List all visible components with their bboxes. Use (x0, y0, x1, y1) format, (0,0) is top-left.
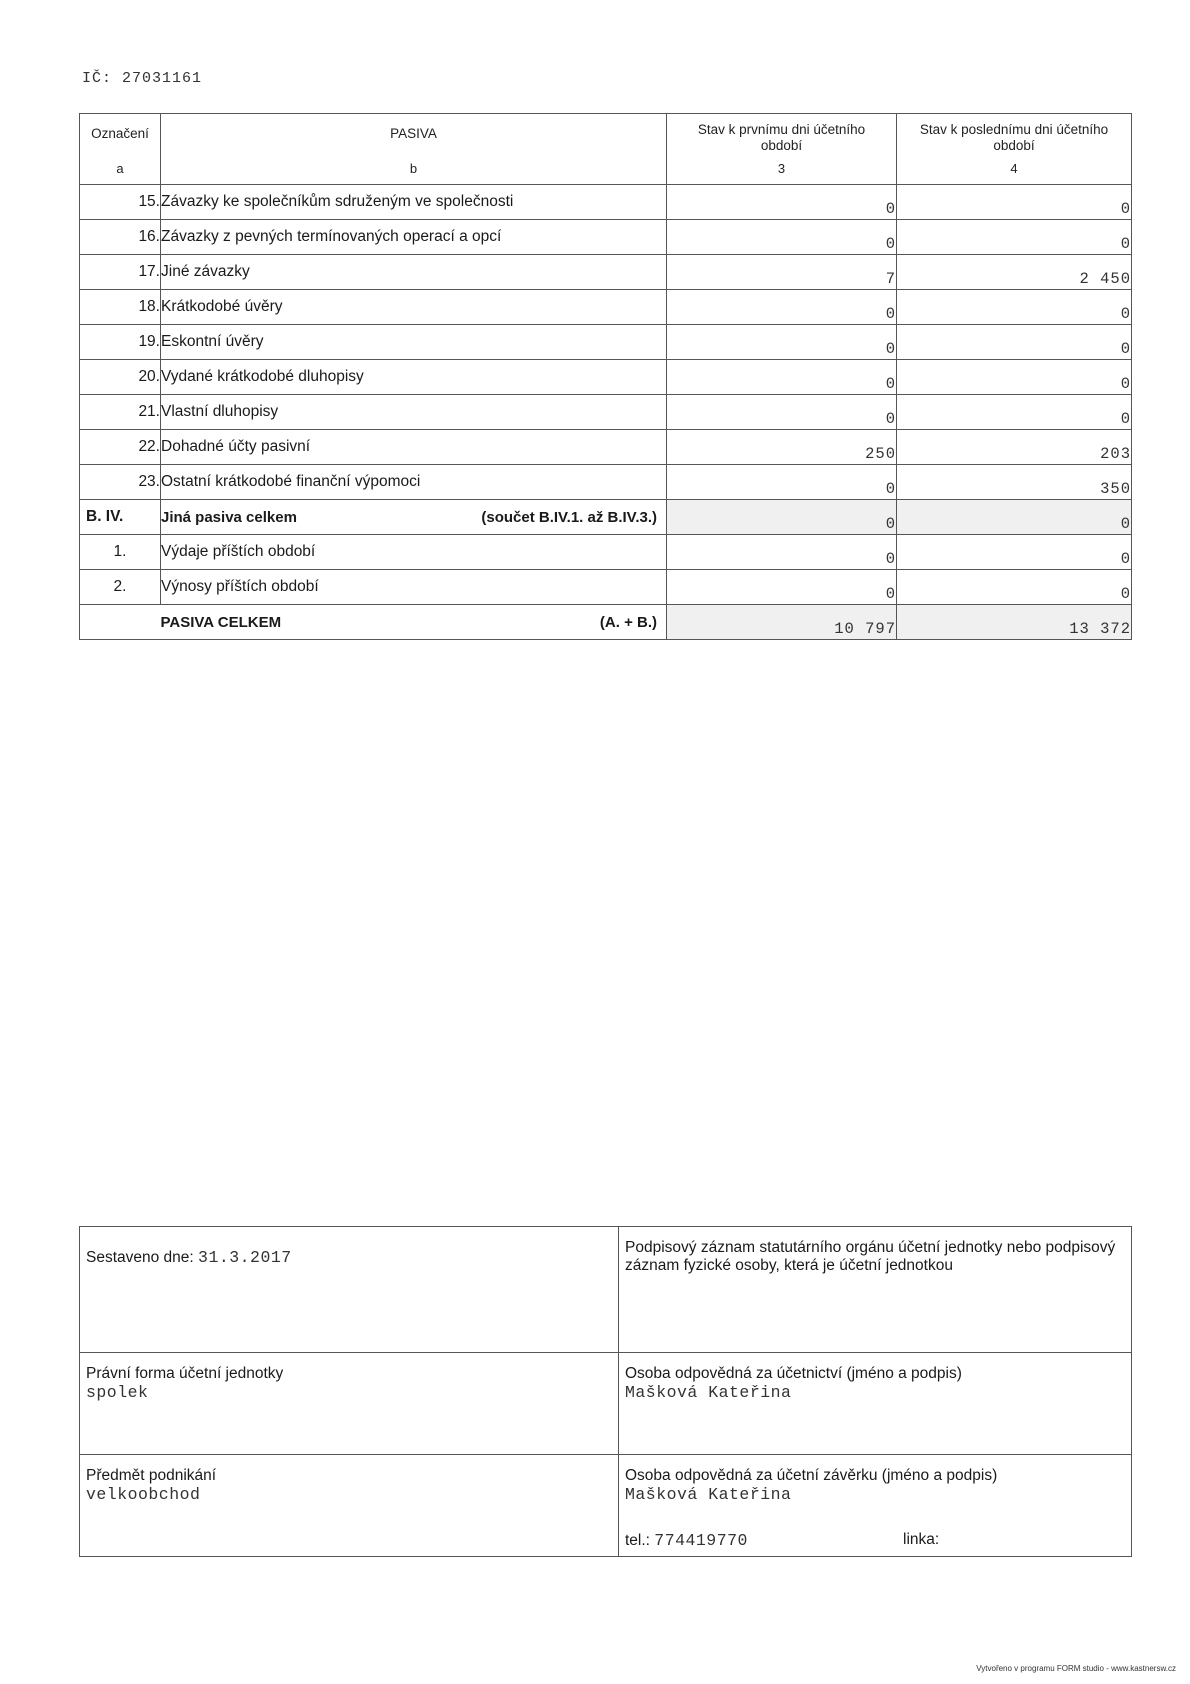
row-code: 16. (80, 220, 161, 255)
sestaveno-cell (80, 1227, 619, 1353)
row-label-text: PASIVA CELKEM (160, 613, 282, 631)
row-label-note: (součet B.IV.1. až B.IV.3.) (481, 508, 657, 526)
ic-value: 27031161 (122, 70, 203, 87)
table-row (80, 255, 1132, 290)
row-value-last: 350 (897, 465, 1132, 500)
table-row (80, 395, 1132, 430)
row-label: Vydané krátkodobé dluhopisy (161, 360, 667, 395)
zaverka-label: Osoba odpovědná za účetní závěrku (jméno a podpis) (625, 1467, 998, 1484)
pravni-forma-cell (80, 1353, 619, 1455)
row-label: Vlastní dluhopisy (161, 395, 667, 430)
row-label-note: (A. + B.) (599, 613, 657, 631)
row-code: 15. (80, 185, 161, 220)
pravni-forma-label: Právní forma účetní jednotky (86, 1365, 284, 1382)
ucetnictvi-value: Mašková Kateřina (625, 1383, 792, 1402)
ic-line (82, 70, 202, 87)
sestaveno-label: Sestaveno dne: (86, 1249, 194, 1266)
row-code: B. IV. (80, 500, 161, 535)
podpis-cell (619, 1227, 1132, 1353)
table-row (80, 570, 1132, 605)
row-value-last: 0 (897, 360, 1132, 395)
predmet-cell (80, 1455, 619, 1557)
table-row-subtotal (80, 500, 1132, 535)
row-value-first: 0 (667, 500, 897, 535)
row-code: 22. (80, 430, 161, 465)
row-value-last: 0 (897, 220, 1132, 255)
header-oznaceni: Označení a (80, 114, 161, 185)
zaverka-cell (619, 1455, 1132, 1557)
credit-text: Vytvořeno v programu FORM studio - www.kastnersw.cz (976, 1664, 1176, 1673)
row-label: Ostatní krátkodobé finanční výpomoci (161, 465, 667, 500)
row-code: 19. (80, 325, 161, 360)
row-label: Krátkodobé úvěry (161, 290, 667, 325)
row-value-first: 10 797 (667, 605, 897, 640)
table-row (80, 360, 1132, 395)
row-code: 1. (80, 535, 161, 570)
row-value-last: 13 372 (897, 605, 1132, 640)
zaverka-value: Mašková Kateřina (625, 1485, 792, 1504)
row-value-first: 0 (667, 360, 897, 395)
row-label: Výnosy příštích období (161, 570, 667, 605)
row-value-first: 0 (667, 535, 897, 570)
row-code: 23. (80, 465, 161, 500)
row-label: Výdaje příštích období (161, 535, 667, 570)
table-row (80, 185, 1132, 220)
row-value-first: 7 (667, 255, 897, 290)
row-label: Závazky ke společníkům sdruženým ve společnosti (161, 185, 667, 220)
row-code: 20. (80, 360, 161, 395)
tel-label: tel.: (625, 1532, 650, 1549)
row-value-first: 250 (667, 430, 897, 465)
row-value-last: 203 (897, 430, 1132, 465)
row-code: 17. (80, 255, 161, 290)
row-value-first: 0 (667, 570, 897, 605)
row-code: 2. (80, 570, 161, 605)
ucetnictvi-label: Osoba odpovědná za účetnictví (jméno a podpis) (625, 1365, 962, 1382)
row-code: 18. (80, 290, 161, 325)
row-code: 21. (80, 395, 161, 430)
row-value-first: 0 (667, 185, 897, 220)
row-value-first: 0 (667, 325, 897, 360)
row-value-last: 0 (897, 185, 1132, 220)
predmet-value: velkoobchod (86, 1485, 201, 1504)
predmet-label: Předmět podnikání (86, 1467, 217, 1484)
table-row (80, 535, 1132, 570)
table-header-row (80, 114, 1132, 185)
row-label: Eskontní úvěry (161, 325, 667, 360)
footer-row (80, 1455, 1132, 1557)
ucetnictvi-cell (619, 1353, 1132, 1455)
row-label-text: Jiná pasiva celkem (161, 508, 297, 526)
linka-label: linka: (903, 1531, 940, 1548)
header-pasiva: PASIVA b (161, 114, 667, 185)
table-row (80, 430, 1132, 465)
signature-table (79, 1226, 1132, 1557)
footer-row (80, 1227, 1132, 1353)
table-row (80, 220, 1132, 255)
header-stav-posledni: Stav k poslednímu dni účetního období 4 (897, 114, 1132, 185)
ic-label: IČ: (82, 70, 113, 87)
table-row-total (80, 605, 1132, 640)
sestaveno-value: 31.3.2017 (198, 1248, 292, 1267)
row-label: Jiné závazky (161, 255, 667, 290)
table-row (80, 325, 1132, 360)
row-value-first: 0 (667, 465, 897, 500)
row-code (80, 605, 161, 640)
row-value-first: 0 (667, 395, 897, 430)
header-stav-prvni: Stav k prvnímu dni účetního období 3 (667, 114, 897, 185)
row-label: Dohadné účty pasivní (161, 430, 667, 465)
row-label (161, 500, 667, 535)
table-row (80, 290, 1132, 325)
footer-row (80, 1353, 1132, 1455)
row-value-first: 0 (667, 290, 897, 325)
pasiva-table (79, 113, 1132, 640)
row-label (161, 605, 667, 640)
row-value-last: 0 (897, 325, 1132, 360)
tel-value: 774419770 (654, 1531, 748, 1550)
row-value-last: 0 (897, 500, 1132, 535)
row-value-last: 0 (897, 570, 1132, 605)
podpis-label: Podpisový záznam statutárního orgánu účetní jednotky nebo podpisový záznam fyzické osoby, která je účetní jednotkou (625, 1239, 1116, 1274)
row-value-first: 0 (667, 220, 897, 255)
tel-row (619, 1531, 1131, 1550)
row-value-last: 0 (897, 535, 1132, 570)
row-value-last: 0 (897, 290, 1132, 325)
row-label: Závazky z pevných termínovaných operací a opcí (161, 220, 667, 255)
row-value-last: 2 450 (897, 255, 1132, 290)
pravni-forma-value: spolek (86, 1383, 149, 1402)
row-value-last: 0 (897, 395, 1132, 430)
table-row (80, 465, 1132, 500)
